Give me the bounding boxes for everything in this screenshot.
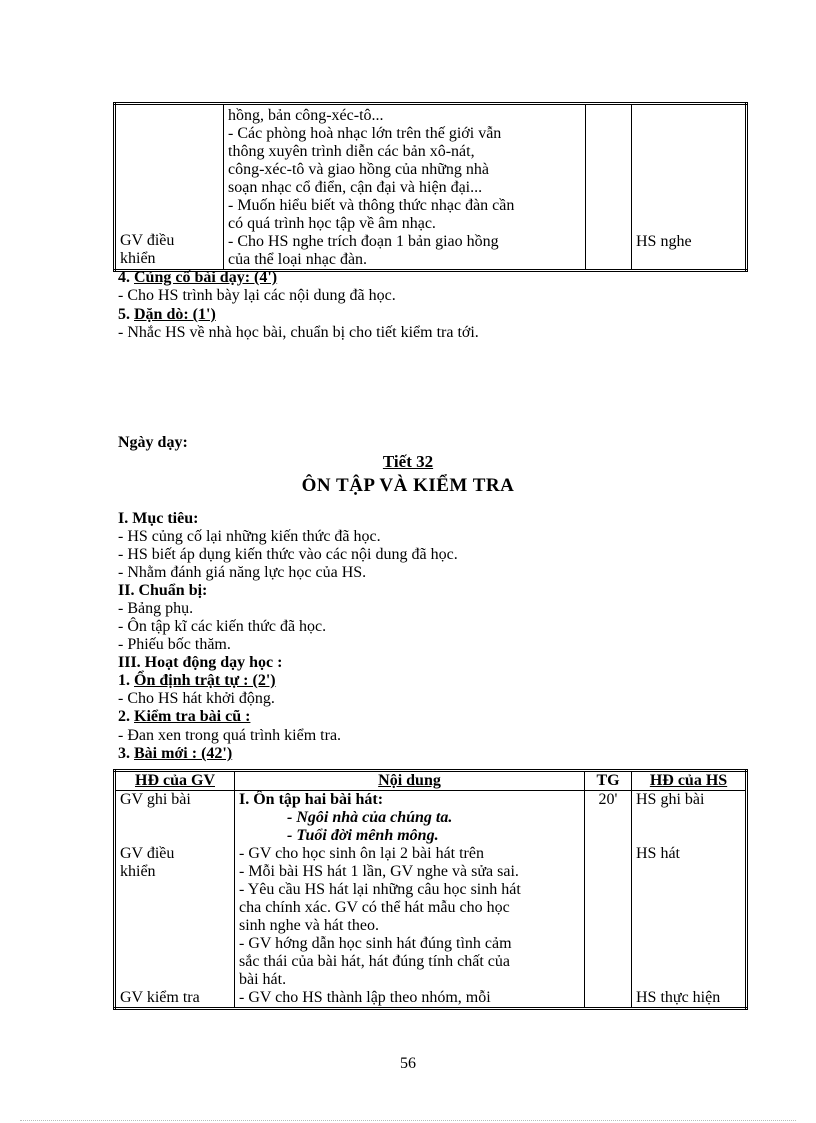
section-4-heading bbox=[118, 269, 277, 287]
content-heading: I. Ôn tập hai bài hát: bbox=[239, 791, 384, 808]
step-title: Ổn định trật tự : (2') bbox=[134, 672, 276, 689]
table-header-row bbox=[115, 771, 747, 791]
content-line: thông xuyên trình diễn các bản xô-nát, bbox=[228, 143, 475, 160]
page-number: 56 bbox=[400, 1055, 416, 1072]
song-title: - Ngôi nhà của chúng ta. bbox=[287, 809, 453, 826]
content-line: - Muốn hiểu biết và thông thức nhạc đàn cần bbox=[228, 197, 515, 214]
content-line: - Các phòng hoà nhạc lớn trên thế giới vẫn bbox=[228, 125, 502, 142]
step-number: 1. bbox=[118, 672, 134, 689]
objectives-heading: I. Mục tiêu: bbox=[118, 510, 199, 527]
content-line: - Yêu cầu HS hát lại những câu học sinh hát bbox=[239, 881, 521, 898]
gv-activity-line: GV điều bbox=[120, 845, 175, 862]
content-line: hồng, bản công-xéc-tô... bbox=[228, 107, 384, 124]
content-line: sắc thái của bài hát, hát đúng tính chất của bbox=[239, 953, 511, 970]
content-line: soạn nhạc cổ điển, cận đại và hiện đại... bbox=[228, 179, 483, 196]
section-number: 4. bbox=[118, 269, 134, 286]
step-number: 3. bbox=[118, 745, 134, 762]
page-edge-divider bbox=[20, 1120, 796, 1121]
step-2-text: - Đan xen trong quá trình kiểm tra. bbox=[118, 727, 342, 744]
step-title: Bài mới : (42') bbox=[134, 745, 233, 762]
section-number: 5. bbox=[118, 306, 134, 323]
step-title: Kiểm tra bài cũ : bbox=[134, 708, 251, 725]
time-cell bbox=[586, 104, 632, 271]
song-title: - Tuổi đời mênh mông. bbox=[287, 827, 439, 844]
objective-item: - HS biết áp dụng kiến thức vào các nội dung đã học. bbox=[118, 546, 458, 563]
section-4-text: - Cho HS trình bày lại các nội dung đã học. bbox=[118, 287, 396, 304]
content-line: - GV cho HS thành lập theo nhóm, mỗi bbox=[239, 989, 491, 1006]
step-1-text: - Cho HS hát khởi động. bbox=[118, 690, 275, 707]
preparation-item: - Bảng phụ. bbox=[118, 600, 194, 617]
gv-activity-line: khiển bbox=[120, 863, 156, 880]
hs-activity-line: HS nghe bbox=[636, 233, 692, 250]
section-5-text: - Nhắc HS về nhà học bài, chuẩn bị cho tiết kiểm tra tới. bbox=[118, 324, 479, 341]
preparation-item: - Phiếu bốc thăm. bbox=[118, 636, 231, 653]
hs-activity-cell bbox=[632, 791, 747, 1009]
section-title: Củng cố bài dạy: (4') bbox=[134, 269, 278, 286]
hs-activity-line: HS hát bbox=[636, 845, 680, 862]
content-cell bbox=[224, 104, 586, 271]
time-cell: 20' bbox=[585, 791, 632, 1009]
content-line: - GV cho học sinh ôn lại 2 bài hát trên bbox=[239, 845, 484, 862]
gv-activity-cell bbox=[115, 791, 235, 1009]
gv-activity-line: GV kiểm tra bbox=[120, 989, 200, 1006]
lesson-activity-table bbox=[113, 769, 748, 1010]
gv-activity-line: khiển bbox=[120, 250, 156, 267]
content-line: có quá trình học tập về âm nhạc. bbox=[228, 215, 436, 232]
hs-activity-cell bbox=[632, 104, 747, 271]
preparation-heading: II. Chuẩn bị: bbox=[118, 582, 208, 599]
objective-item: - HS củng cố lại những kiến thức đã học. bbox=[118, 528, 381, 545]
objective-item: - Nhằm đánh giá năng lực học của HS. bbox=[118, 564, 367, 581]
header-hs: HĐ của HS bbox=[649, 772, 728, 789]
gv-activity-line: GV ghi bài bbox=[120, 791, 191, 808]
lesson-title: ÔN TẬP VÀ KIỂM TRA bbox=[301, 475, 515, 496]
content-line: bài hát. bbox=[239, 971, 287, 988]
gv-activity-line: GV điều bbox=[120, 232, 175, 249]
continued-lesson-table bbox=[113, 102, 748, 272]
content-cell bbox=[235, 791, 585, 1009]
section-title: Dặn dò: (1') bbox=[134, 306, 216, 323]
step-2-heading bbox=[118, 708, 250, 726]
content-line: sinh nghe và hát theo. bbox=[239, 917, 379, 934]
content-line: - GV hớng dẫn học sinh hát đúng tình cảm bbox=[239, 935, 512, 952]
teaching-date-label: Ngày dạy: bbox=[118, 434, 188, 451]
preparation-item: - Ôn tập kĩ các kiến thức đã học. bbox=[118, 618, 327, 635]
content-line: cha chính xác. GV có thể hát mẫu cho học bbox=[239, 899, 510, 916]
content-line: - Cho HS nghe trích đoạn 1 bản giao hồng bbox=[228, 233, 499, 250]
header-gv: HĐ của GV bbox=[115, 771, 235, 791]
step-1-heading bbox=[118, 672, 276, 690]
lesson-number: Tiết 32 bbox=[382, 452, 434, 471]
content-line: công-xéc-tô và giao hồng của những nhà bbox=[228, 161, 490, 178]
hs-activity-line: HS ghi bài bbox=[636, 791, 705, 808]
content-line: - Mỗi bài HS hát 1 lần, GV nghe và sửa sai. bbox=[239, 863, 519, 880]
header-time: TG bbox=[585, 771, 632, 791]
header-content: Nội dung bbox=[235, 771, 585, 791]
activities-heading: III. Hoạt động dạy học : bbox=[118, 654, 283, 671]
section-5-heading bbox=[118, 306, 216, 324]
gv-activity-cell bbox=[115, 104, 224, 271]
step-number: 2. bbox=[118, 708, 134, 725]
hs-activity-line: HS thực hiện bbox=[636, 989, 721, 1006]
content-line: của thể loại nhạc đàn. bbox=[228, 251, 368, 268]
step-3-heading bbox=[118, 745, 232, 763]
table-row bbox=[115, 791, 747, 1009]
